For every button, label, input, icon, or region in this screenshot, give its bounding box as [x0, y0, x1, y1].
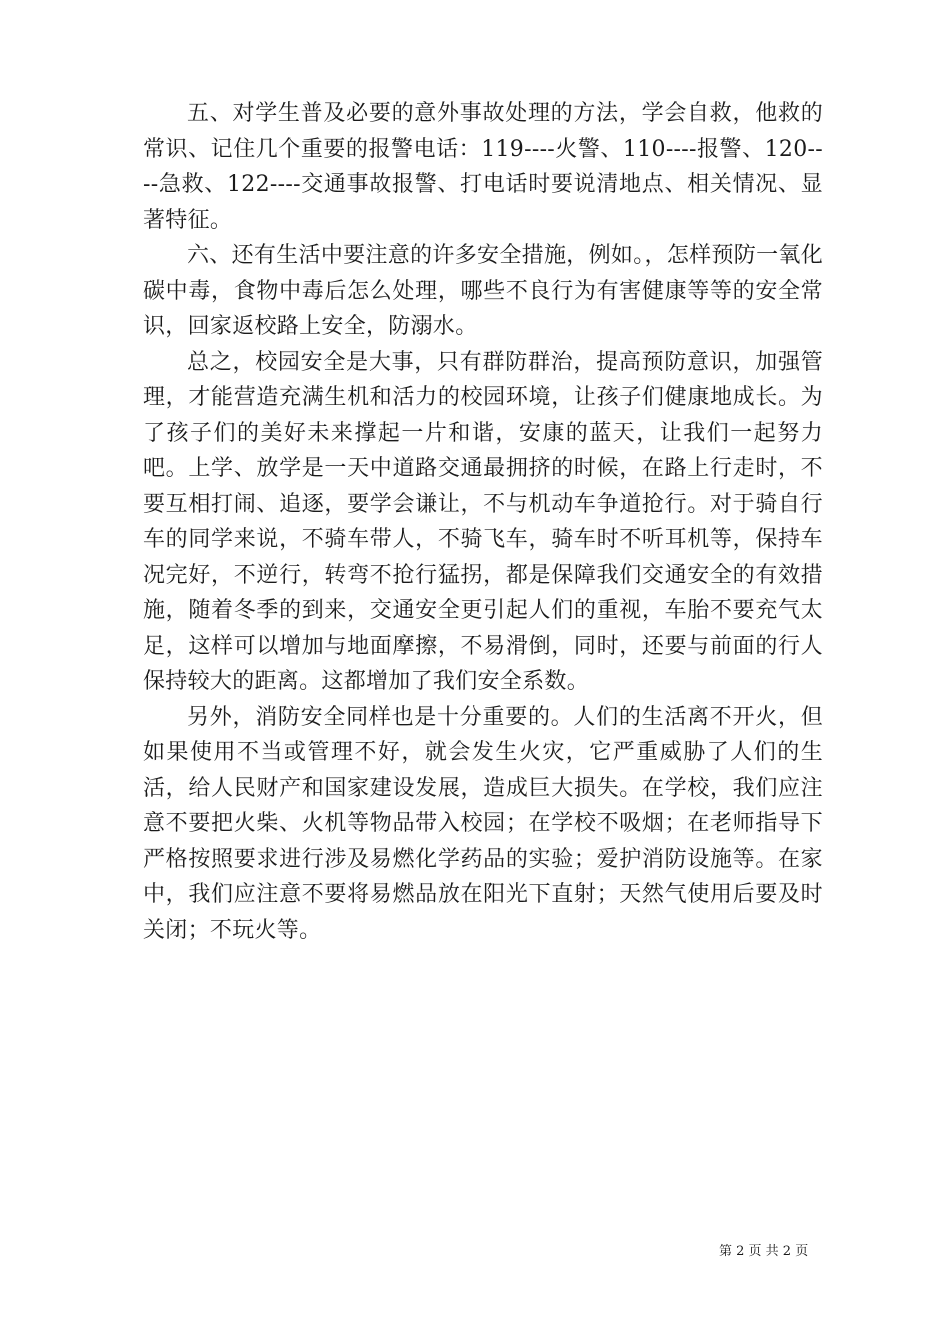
page-number-footer: 第 2 页 共 2 页 [719, 1244, 809, 1259]
paragraph-5-accident-handling: 五、对学生普及必要的意外事故处理的方法，学会自救，他救的常识、记住几个重要的报警电话：119----火警、110----报警、120----急救、122----交通事故报警、打电话时要说清地点、相关情况、显著特征。 [143, 101, 823, 233]
paragraph-6-daily-safety: 六、还有生活中要注意的许多安全措施，例如。，怎样预防一氧化碳中毒，食物中毒后怎么处理，哪些不良行为有害健康等等的安全常识，回家返校路上安全，防溺水。 [143, 243, 823, 339]
document-body [143, 96, 823, 948]
paragraph-fire-safety: 另外，消防安全同样也是十分重要的。人们的生活离不开火，但如果使用不当或管理不好，就会发生火灾，它严重威胁了人们的生活，给人民财产和国家建设发展，造成巨大损失。在学校，我们应注意不要把火柴、火机等物品带入校园；在学校不吸烟；在老师指导下严格按照要求进行涉及易燃化学药品的实验；爱护消防设施等。在家中，我们应注意不要将易燃品放在阳光下直射；天然气使用后要及时关闭；不玩火等。 [143, 704, 823, 943]
paragraph-summary-traffic-safety: 总之，校园安全是大事，只有群防群治，提高预防意识，加强管理，才能营造充满生机和活力的校园环境，让孩子们健康地成长。为了孩子们的美好未来撑起一片和谐，安康的蓝天，让我们一起努力吧。上学、放学是一天中道路交通最拥挤的时候，在路上行走时，不要互相打闹、追逐，要学会谦让，不与机动车争道抢行。对于骑自行车的同学来说，不骑车带人，不骑飞车，骑车时不听耳机等，保持车况完好，不逆行，转弯不抢行猛拐，都是保障我们交通安全的有效措施，随着冬季的到来，交通安全更引起人们的重视，车胎不要充气太足，这样可以增加与地面摩擦，不易滑倒，同时，还要与前面的行人保持较大的距离。这都增加了我们安全系数。 [143, 349, 823, 694]
